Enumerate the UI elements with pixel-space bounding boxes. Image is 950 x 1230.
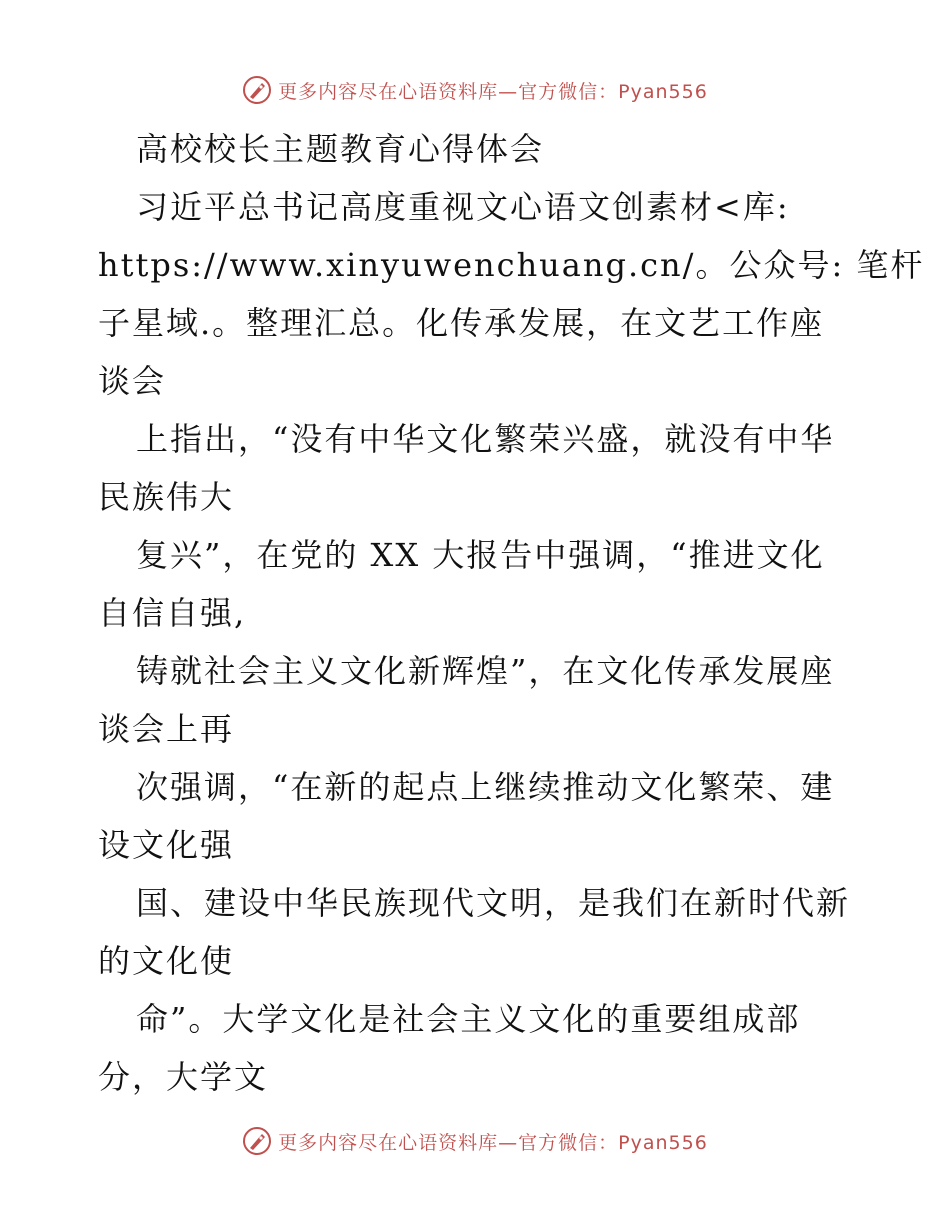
paragraph-line: https://www.xinyuwenchuang.cn/。公众号: 笔杆 — [98, 246, 925, 284]
paragraph-line: 上指出，“没有中华文化繁荣兴盛，就没有中华 — [136, 420, 835, 458]
paragraph-line: 复兴”，在党的 XX 大报告中强调，“推进文化 — [136, 536, 825, 574]
watermark-text: 更多内容尽在心语资料库—官方微信：Pyan556 — [278, 80, 708, 103]
pen-nib-logo-icon — [242, 75, 272, 105]
paragraph-line: 谈会上再 — [98, 710, 235, 748]
paragraph-line: 命”。大学文化是社会主义文化的重要组成部 — [136, 1000, 801, 1038]
footer-watermark-banner — [0, 1121, 950, 1161]
watermark-text: 更多内容尽在心语资料库—官方微信：Pyan556 — [278, 1131, 708, 1154]
paragraph-line: 国、建设中华民族现代文明，是我们在新时代新 — [136, 884, 851, 922]
pen-nib-logo-icon — [242, 1126, 272, 1156]
paragraph-line: 的文化使 — [98, 942, 235, 980]
paragraph-line: 子星域.。整理汇总。化传承发展，在文艺工作座 — [98, 304, 825, 342]
paragraph-line: 自信自强, — [98, 594, 247, 632]
paragraph-line: 分，大学文 — [98, 1058, 269, 1096]
header-watermark-banner — [0, 70, 950, 110]
paragraph-line: 次强调，“在新的起点上继续推动文化繁荣、建 — [136, 768, 835, 806]
paragraph-line: 设文化强 — [98, 826, 235, 864]
paragraph-line: 民族伟大 — [98, 478, 235, 516]
document-body — [98, 120, 925, 1106]
document-title: 高校校长主题教育心得体会 — [136, 130, 545, 168]
paragraph-line: 习近平总书记高度重视文心语文创素材<库: — [136, 188, 790, 226]
paragraph-line: 谈会 — [98, 362, 167, 400]
paragraph-line: 铸就社会主义文化新辉煌”，在文化传承发展座 — [136, 652, 835, 690]
